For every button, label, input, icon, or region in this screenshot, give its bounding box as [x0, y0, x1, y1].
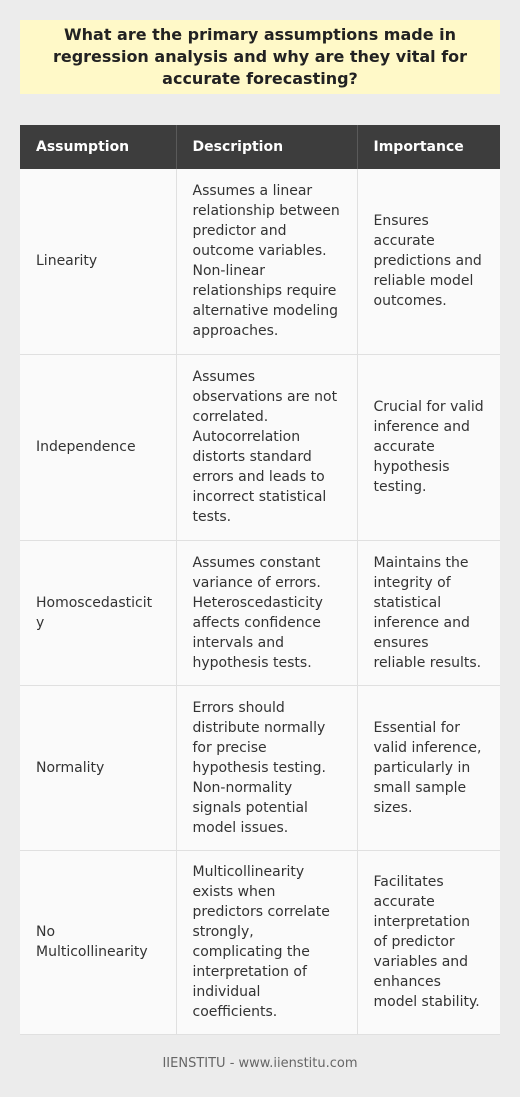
column-header-importance: Importance: [357, 125, 500, 169]
cell-importance: Ensures accurate predictions and reliable model outcomes.: [357, 169, 500, 354]
cell-description: Errors should distribute normally for precise hypothesis testing. Non-normality signals potential model issues.: [176, 685, 357, 850]
cell-importance: Facilitates accurate interpretation of predictor variables and enhances model stability.: [357, 850, 500, 1034]
cell-assumption: Normality: [20, 685, 176, 850]
cell-importance: Crucial for valid inference and accurate hypothesis testing.: [357, 354, 500, 540]
table-row: [20, 685, 500, 850]
cell-assumption: Linearity: [20, 169, 176, 354]
column-header-description: Description: [176, 125, 357, 169]
assumptions-table: [20, 125, 500, 1035]
page-title: What are the primary assumptions made in regression analysis and why are they vital for accurate forecasting?: [52, 25, 468, 88]
cell-assumption: Homoscedasticity: [20, 540, 176, 685]
cell-description: Assumes a linear relationship between predictor and outcome variables. Non-linear relationships require alternative modeling approaches.: [176, 169, 357, 354]
footer-credit: IIENSTITU - www.iienstitu.com: [162, 1056, 358, 1071]
cell-assumption: No Multicollinearity: [20, 850, 176, 1034]
cell-assumption: Independence: [20, 354, 176, 540]
cell-importance: Maintains the integrity of statistical inference and ensures reliable results.: [357, 540, 500, 685]
table-row: [20, 169, 500, 354]
cell-importance: Essential for valid inference, particularly in small sample sizes.: [357, 685, 500, 850]
cell-description: Assumes observations are not correlated. Autocorrelation distorts standard errors and leads to incorrect statistical tests.: [176, 354, 357, 540]
table-row: [20, 850, 500, 1034]
table-row: [20, 354, 500, 540]
title-banner: [20, 20, 500, 94]
table-header-row: [20, 125, 500, 169]
table-row: [20, 540, 500, 685]
cell-description: Assumes constant variance of errors. Heteroscedasticity affects confidence intervals and hypothesis tests.: [176, 540, 357, 685]
column-header-assumption: Assumption: [20, 125, 176, 169]
cell-description: Multicollinearity exists when predictors correlate strongly, complicating the interpretation of individual coefficients.: [176, 850, 357, 1034]
